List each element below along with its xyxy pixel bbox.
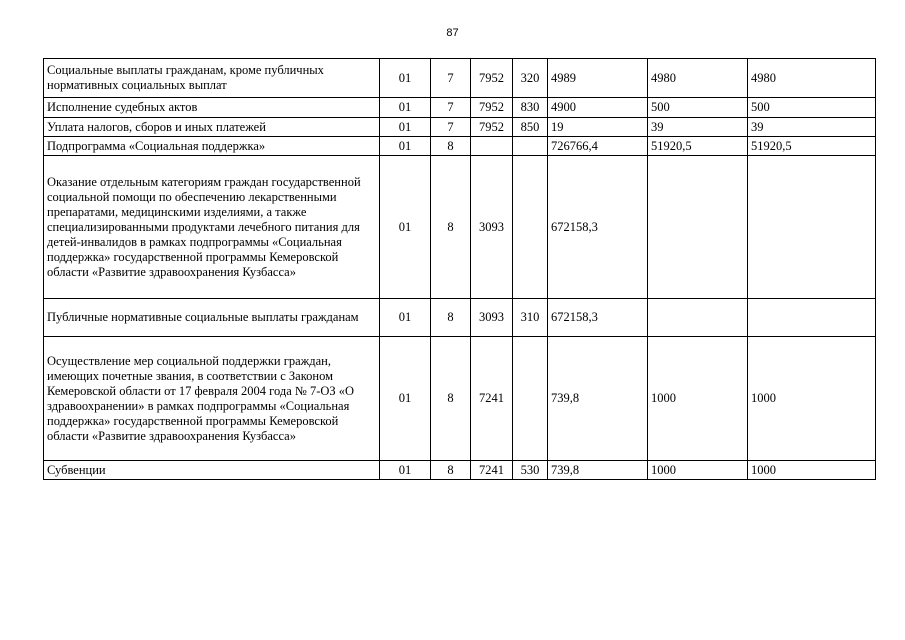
table-row <box>44 461 876 480</box>
row-amount-year3: 39 <box>748 118 876 137</box>
row-amount-year1: 672158,3 <box>548 299 648 337</box>
table-row <box>44 137 876 156</box>
row-subsection: 7 <box>431 98 471 118</box>
row-expense-type: 830 <box>513 98 548 118</box>
row-amount-year3: 500 <box>748 98 876 118</box>
row-amount-year3: 1000 <box>748 461 876 480</box>
row-subsection: 8 <box>431 137 471 156</box>
row-target-article <box>471 137 513 156</box>
row-name: Публичные нормативные социальные выплаты гражданам <box>44 299 380 337</box>
row-section: 01 <box>380 337 431 461</box>
row-subsection: 7 <box>431 118 471 137</box>
row-name: Оказание отдельным категориям граждан государственной социальной помощи по обеспечению лекарственными препаратами, медицинскими изделиями, а также специализированными продуктами лечебного питания для детей-инвалидов в рамках подпрограммы «Социальная поддержка» государственной программы Кемеровской области «Развитие здравоохранения Кузбасса» <box>44 156 380 299</box>
row-name: Социальные выплаты гражданам, кроме публичных нормативных социальных выплат <box>44 59 380 98</box>
row-subsection: 8 <box>431 337 471 461</box>
row-amount-year2 <box>648 299 748 337</box>
row-expense-type: 530 <box>513 461 548 480</box>
table-row <box>44 337 876 461</box>
row-section: 01 <box>380 461 431 480</box>
row-target-article: 3093 <box>471 156 513 299</box>
row-amount-year3: 4980 <box>748 59 876 98</box>
table-row <box>44 98 876 118</box>
row-target-article: 7952 <box>471 59 513 98</box>
row-amount-year2: 39 <box>648 118 748 137</box>
row-expense-type: 310 <box>513 299 548 337</box>
row-amount-year2: 4980 <box>648 59 748 98</box>
row-amount-year2: 500 <box>648 98 748 118</box>
row-amount-year1: 19 <box>548 118 648 137</box>
row-target-article: 7241 <box>471 461 513 480</box>
budget-table <box>43 58 876 480</box>
table-row <box>44 118 876 137</box>
page-number: 87 <box>446 27 459 39</box>
row-name: Осуществление мер социальной поддержки граждан, имеющих почетные звания, в соответствии с Законом Кемеровской области от 17 февраля 2004 года № 7-ОЗ «О здравоохранении» в рамках подпрограммы «Социальная поддержка» государственной программы Кемеровской области «Развитие здравоохранения Кузбасса» <box>44 337 380 461</box>
row-amount-year3 <box>748 299 876 337</box>
row-expense-type <box>513 156 548 299</box>
row-amount-year1: 4900 <box>548 98 648 118</box>
row-amount-year2: 51920,5 <box>648 137 748 156</box>
row-amount-year1: 672158,3 <box>548 156 648 299</box>
table-row <box>44 156 876 299</box>
row-amount-year3: 51920,5 <box>748 137 876 156</box>
row-amount-year3: 1000 <box>748 337 876 461</box>
row-name: Подпрограмма «Социальная поддержка» <box>44 137 380 156</box>
table-row <box>44 59 876 98</box>
row-section: 01 <box>380 98 431 118</box>
row-section: 01 <box>380 156 431 299</box>
row-expense-type: 320 <box>513 59 548 98</box>
row-name: Исполнение судебных актов <box>44 98 380 118</box>
row-amount-year1: 739,8 <box>548 461 648 480</box>
row-section: 01 <box>380 299 431 337</box>
row-subsection: 7 <box>431 59 471 98</box>
row-name: Субвенции <box>44 461 380 480</box>
row-expense-type <box>513 337 548 461</box>
table-row <box>44 299 876 337</box>
row-target-article: 7952 <box>471 118 513 137</box>
row-name: Уплата налогов, сборов и иных платежей <box>44 118 380 137</box>
row-expense-type: 850 <box>513 118 548 137</box>
row-amount-year2 <box>648 156 748 299</box>
row-amount-year2: 1000 <box>648 337 748 461</box>
row-subsection: 8 <box>431 299 471 337</box>
row-expense-type <box>513 137 548 156</box>
row-amount-year3 <box>748 156 876 299</box>
row-amount-year1: 726766,4 <box>548 137 648 156</box>
row-target-article: 7241 <box>471 337 513 461</box>
row-section: 01 <box>380 137 431 156</box>
row-target-article: 3093 <box>471 299 513 337</box>
row-section: 01 <box>380 59 431 98</box>
row-amount-year2: 1000 <box>648 461 748 480</box>
row-amount-year1: 739,8 <box>548 337 648 461</box>
row-section: 01 <box>380 118 431 137</box>
row-subsection: 8 <box>431 461 471 480</box>
row-target-article: 7952 <box>471 98 513 118</box>
row-subsection: 8 <box>431 156 471 299</box>
row-amount-year1: 4989 <box>548 59 648 98</box>
